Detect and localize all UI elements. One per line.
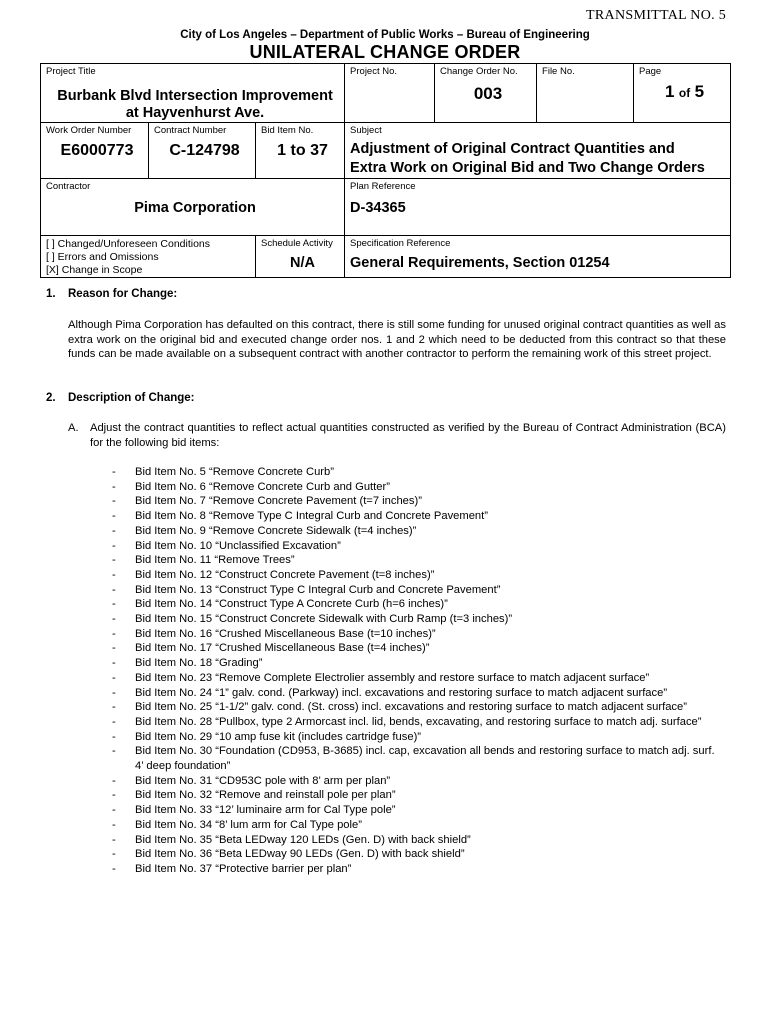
subject-line1: Adjustment of Original Contract Quantities and bbox=[350, 141, 675, 157]
list-dash: - bbox=[112, 774, 116, 787]
list-item-text: Bid Item No. 23 “Remove Complete Electrolier assembly and restore surface to match adjacent surface” bbox=[135, 671, 650, 684]
list-dash: - bbox=[112, 671, 116, 684]
list-dash: - bbox=[112, 554, 116, 567]
schedule-activity-label: Schedule Activity bbox=[261, 238, 333, 249]
change-order-header-table bbox=[40, 63, 731, 278]
list-dash: - bbox=[112, 510, 116, 523]
subject-label: Subject bbox=[350, 125, 382, 136]
list-item-text: Bid Item No. 32 “Remove and reinstall pole per plan” bbox=[135, 789, 396, 802]
list-item bbox=[112, 494, 724, 509]
list-dash: - bbox=[112, 715, 116, 728]
list-dash: - bbox=[112, 833, 116, 846]
change-order-no-value: 003 bbox=[473, 84, 503, 103]
list-item bbox=[112, 715, 724, 730]
list-item-text: Bid Item No. 8 “Remove Type C Integral Curb and Concrete Pavement” bbox=[135, 510, 488, 523]
specification-reference-label: Specification Reference bbox=[350, 238, 451, 249]
list-item bbox=[112, 803, 724, 818]
list-item bbox=[112, 671, 724, 686]
list-item-text: Bid Item No. 30 “Foundation (CD953, B-3685) incl. cap, excavation all bends and restoring surface to match adj. surf. 4’ deep foundation” bbox=[135, 745, 715, 773]
list-item bbox=[112, 818, 724, 833]
page-number: 1 bbox=[664, 82, 675, 101]
project-title-line1: Burbank Blvd Intersection Improvement bbox=[57, 88, 333, 104]
section-2-number: 2. bbox=[46, 392, 56, 404]
list-item-text: Bid Item No. 5 “Remove Concrete Curb” bbox=[135, 466, 334, 478]
change-type-cell bbox=[41, 236, 256, 278]
list-item bbox=[112, 656, 724, 671]
list-item-text: Bid Item No. 31 “CD953C pole with 8’ arm per plan” bbox=[135, 774, 391, 787]
list-item-text: Bid Item No. 11 “Remove Trees” bbox=[135, 554, 295, 567]
plan-reference-cell bbox=[345, 179, 731, 236]
list-dash: - bbox=[112, 598, 116, 611]
list-dash: - bbox=[112, 466, 116, 478]
bid-item-label: Bid Item No. bbox=[261, 125, 314, 136]
list-item bbox=[112, 465, 724, 480]
project-no-cell bbox=[345, 64, 435, 123]
project-title-label: Project Title bbox=[46, 66, 96, 77]
list-item bbox=[112, 553, 724, 568]
list-dash: - bbox=[112, 730, 116, 743]
list-item bbox=[112, 641, 724, 656]
work-order-label: Work Order Number bbox=[46, 125, 132, 136]
list-item bbox=[112, 700, 724, 715]
list-item bbox=[112, 686, 724, 701]
file-no-cell bbox=[537, 64, 634, 123]
list-item-text: Bid Item No. 15 “Construct Concrete Sidewalk with Curb Ramp (t=3 inches)” bbox=[135, 613, 513, 626]
list-dash: - bbox=[112, 818, 116, 831]
form-title: UNILATERAL CHANGE ORDER bbox=[249, 42, 521, 62]
list-item bbox=[112, 627, 724, 642]
bid-item-value: 1 to 37 bbox=[277, 142, 328, 159]
section-1-text: Although Pima Corporation has defaulted on this contract, there is still some funding for unused original contract quantities as well as extra work on the original bid and executed change order nos. 1 and 2 which need to be deducted from this contract so that these funds can be made available on a subsequent contract with another contractor to perform the remaining work of this street project. bbox=[68, 319, 726, 361]
contractor-value: Pima Corporation bbox=[134, 200, 256, 216]
checkbox-change-in-scope: [X] Change in Scope bbox=[46, 264, 143, 276]
list-item bbox=[112, 480, 724, 495]
list-dash: - bbox=[112, 657, 116, 670]
transmittal-number: TRANSMITTAL NO. 5 bbox=[586, 8, 726, 23]
work-order-value: E6000773 bbox=[60, 142, 134, 159]
list-dash: - bbox=[112, 789, 116, 802]
list-item bbox=[112, 847, 724, 862]
section-1-heading bbox=[46, 288, 177, 300]
list-dash: - bbox=[112, 480, 116, 493]
section-1-number: 1. bbox=[46, 288, 56, 300]
list-item-text: Bid Item No. 35 “Beta LEDway 120 LEDs (Gen. D) with back shield” bbox=[135, 833, 471, 846]
list-dash: - bbox=[112, 686, 116, 699]
project-title-cell bbox=[41, 64, 345, 123]
list-dash: - bbox=[112, 568, 116, 581]
list-item-text: Bid Item No. 13 “Construct Type C Integral Curb and Concrete Pavement” bbox=[135, 583, 501, 596]
checkbox-errors-omissions: [ ] Errors and Omissions bbox=[46, 251, 159, 263]
list-dash: - bbox=[112, 495, 116, 508]
list-item-text: Bid Item No. 37 “Protective barrier per plan” bbox=[135, 862, 352, 875]
list-item-text: Bid Item No. 14 “Construct Type A Concrete Curb (h=6 inches)” bbox=[135, 598, 448, 611]
specification-reference-value: General Requirements, Section 01254 bbox=[350, 255, 610, 271]
list-item-text: Bid Item No. 6 “Remove Concrete Curb and Gutter” bbox=[135, 480, 390, 493]
list-item-text: Bid Item No. 10 “Unclassified Excavation” bbox=[135, 539, 341, 552]
change-order-no-label: Change Order No. bbox=[440, 66, 518, 77]
list-item-text: Bid Item No. 36 “Beta LEDway 90 LEDs (Gen. D) with back shield” bbox=[135, 848, 465, 861]
list-item bbox=[112, 597, 724, 612]
list-dash: - bbox=[112, 862, 116, 875]
list-dash: - bbox=[112, 745, 116, 758]
section-2-heading bbox=[46, 392, 195, 404]
page-cell bbox=[634, 64, 731, 123]
list-item bbox=[112, 612, 724, 627]
list-item-text: Bid Item No. 7 “Remove Concrete Pavement (t=7 inches)” bbox=[135, 495, 422, 508]
list-dash: - bbox=[112, 539, 116, 552]
list-item-text: Bid Item No. 18 “Grading” bbox=[135, 657, 263, 670]
list-item bbox=[112, 730, 724, 745]
work-order-cell bbox=[41, 123, 149, 179]
list-item-text: Bid Item No. 16 “Crushed Miscellaneous Base (t=10 inches)” bbox=[135, 627, 436, 640]
department-heading: City of Los Angeles – Department of Public Works – Bureau of Engineering bbox=[180, 29, 590, 41]
list-item-text: Bid Item No. 17 “Crushed Miscellaneous Base (t=4 inches)” bbox=[135, 642, 430, 655]
list-item-text: Bid Item No. 28 “Pullbox, type 2 Armorcast incl. lid, bends, excavating, and restoring surface to match adj. surface” bbox=[135, 715, 702, 728]
contract-number-label: Contract Number bbox=[154, 125, 227, 136]
schedule-activity-value: N/A bbox=[290, 255, 315, 271]
section-2-title: Description of Change: bbox=[68, 392, 195, 404]
project-no-label: Project No. bbox=[350, 66, 398, 77]
list-item bbox=[112, 862, 724, 877]
list-item bbox=[112, 509, 724, 524]
list-dash: - bbox=[112, 627, 116, 640]
page-label: Page bbox=[639, 66, 662, 77]
list-item-text: Bid Item No. 34 “8’ lum arm for Cal Type pole” bbox=[135, 818, 362, 831]
contract-number-cell bbox=[149, 123, 256, 179]
list-dash: - bbox=[112, 524, 116, 537]
plan-reference-label: Plan Reference bbox=[350, 181, 416, 192]
schedule-activity-cell bbox=[256, 236, 345, 278]
contract-number-value: C-124798 bbox=[169, 142, 240, 159]
page-of: of bbox=[678, 86, 691, 100]
project-title-line2: at Hayvenhurst Ave. bbox=[125, 105, 265, 121]
file-no-label: File No. bbox=[542, 66, 575, 77]
item-a-text: Adjust the contract quantities to reflect actual quantities constructed as verified by the Bureau of Contract Administration (BCA) for the following bid items: bbox=[90, 422, 726, 449]
list-item bbox=[112, 833, 724, 848]
bid-item-cell bbox=[256, 123, 345, 179]
list-dash: - bbox=[112, 583, 116, 596]
specification-reference-cell bbox=[345, 236, 731, 278]
bid-item-list bbox=[112, 465, 724, 877]
list-item bbox=[112, 539, 724, 554]
item-a-label: A. bbox=[68, 422, 79, 434]
contractor-cell bbox=[41, 179, 345, 236]
list-item-text: Bid Item No. 25 “1-1/2” galv. cond. (St. cross) incl. excavations and restoring surface to match adjacent surface” bbox=[135, 701, 687, 714]
contractor-label: Contractor bbox=[46, 181, 91, 192]
list-item bbox=[112, 774, 724, 789]
subject-line2: Extra Work on Original Bid and Two Change Orders bbox=[350, 160, 705, 176]
page-total: 5 bbox=[694, 82, 705, 101]
list-item-text: Bid Item No. 12 “Construct Concrete Pavement (t=8 inches)” bbox=[135, 568, 435, 581]
section-1-title: Reason for Change: bbox=[68, 288, 178, 300]
list-dash: - bbox=[112, 642, 116, 655]
plan-reference-value: D-34365 bbox=[350, 200, 406, 216]
list-item bbox=[112, 524, 724, 539]
list-item bbox=[112, 583, 724, 598]
list-item bbox=[112, 568, 724, 583]
change-order-no-cell bbox=[435, 64, 537, 123]
list-item-text: Bid Item No. 29 “10 amp fuse kit (includes cartridge fuse)” bbox=[135, 730, 422, 743]
list-dash: - bbox=[112, 613, 116, 626]
list-dash: - bbox=[112, 701, 116, 714]
checkbox-changed-conditions: [ ] Changed/Unforeseen Conditions bbox=[46, 238, 211, 250]
list-item-text: Bid Item No. 9 “Remove Concrete Sidewalk (t=4 inches)” bbox=[135, 524, 417, 537]
list-dash: - bbox=[112, 848, 116, 861]
list-item-text: Bid Item No. 33 “12’ luminaire arm for Cal Type pole” bbox=[135, 804, 396, 817]
list-dash: - bbox=[112, 804, 116, 817]
list-item bbox=[112, 788, 724, 803]
list-item bbox=[112, 744, 724, 773]
subject-cell bbox=[345, 123, 731, 179]
list-item-text: Bid Item No. 24 “1” galv. cond. (Parkway) incl. excavations and restoring surface to match adjacent surface” bbox=[135, 686, 668, 699]
